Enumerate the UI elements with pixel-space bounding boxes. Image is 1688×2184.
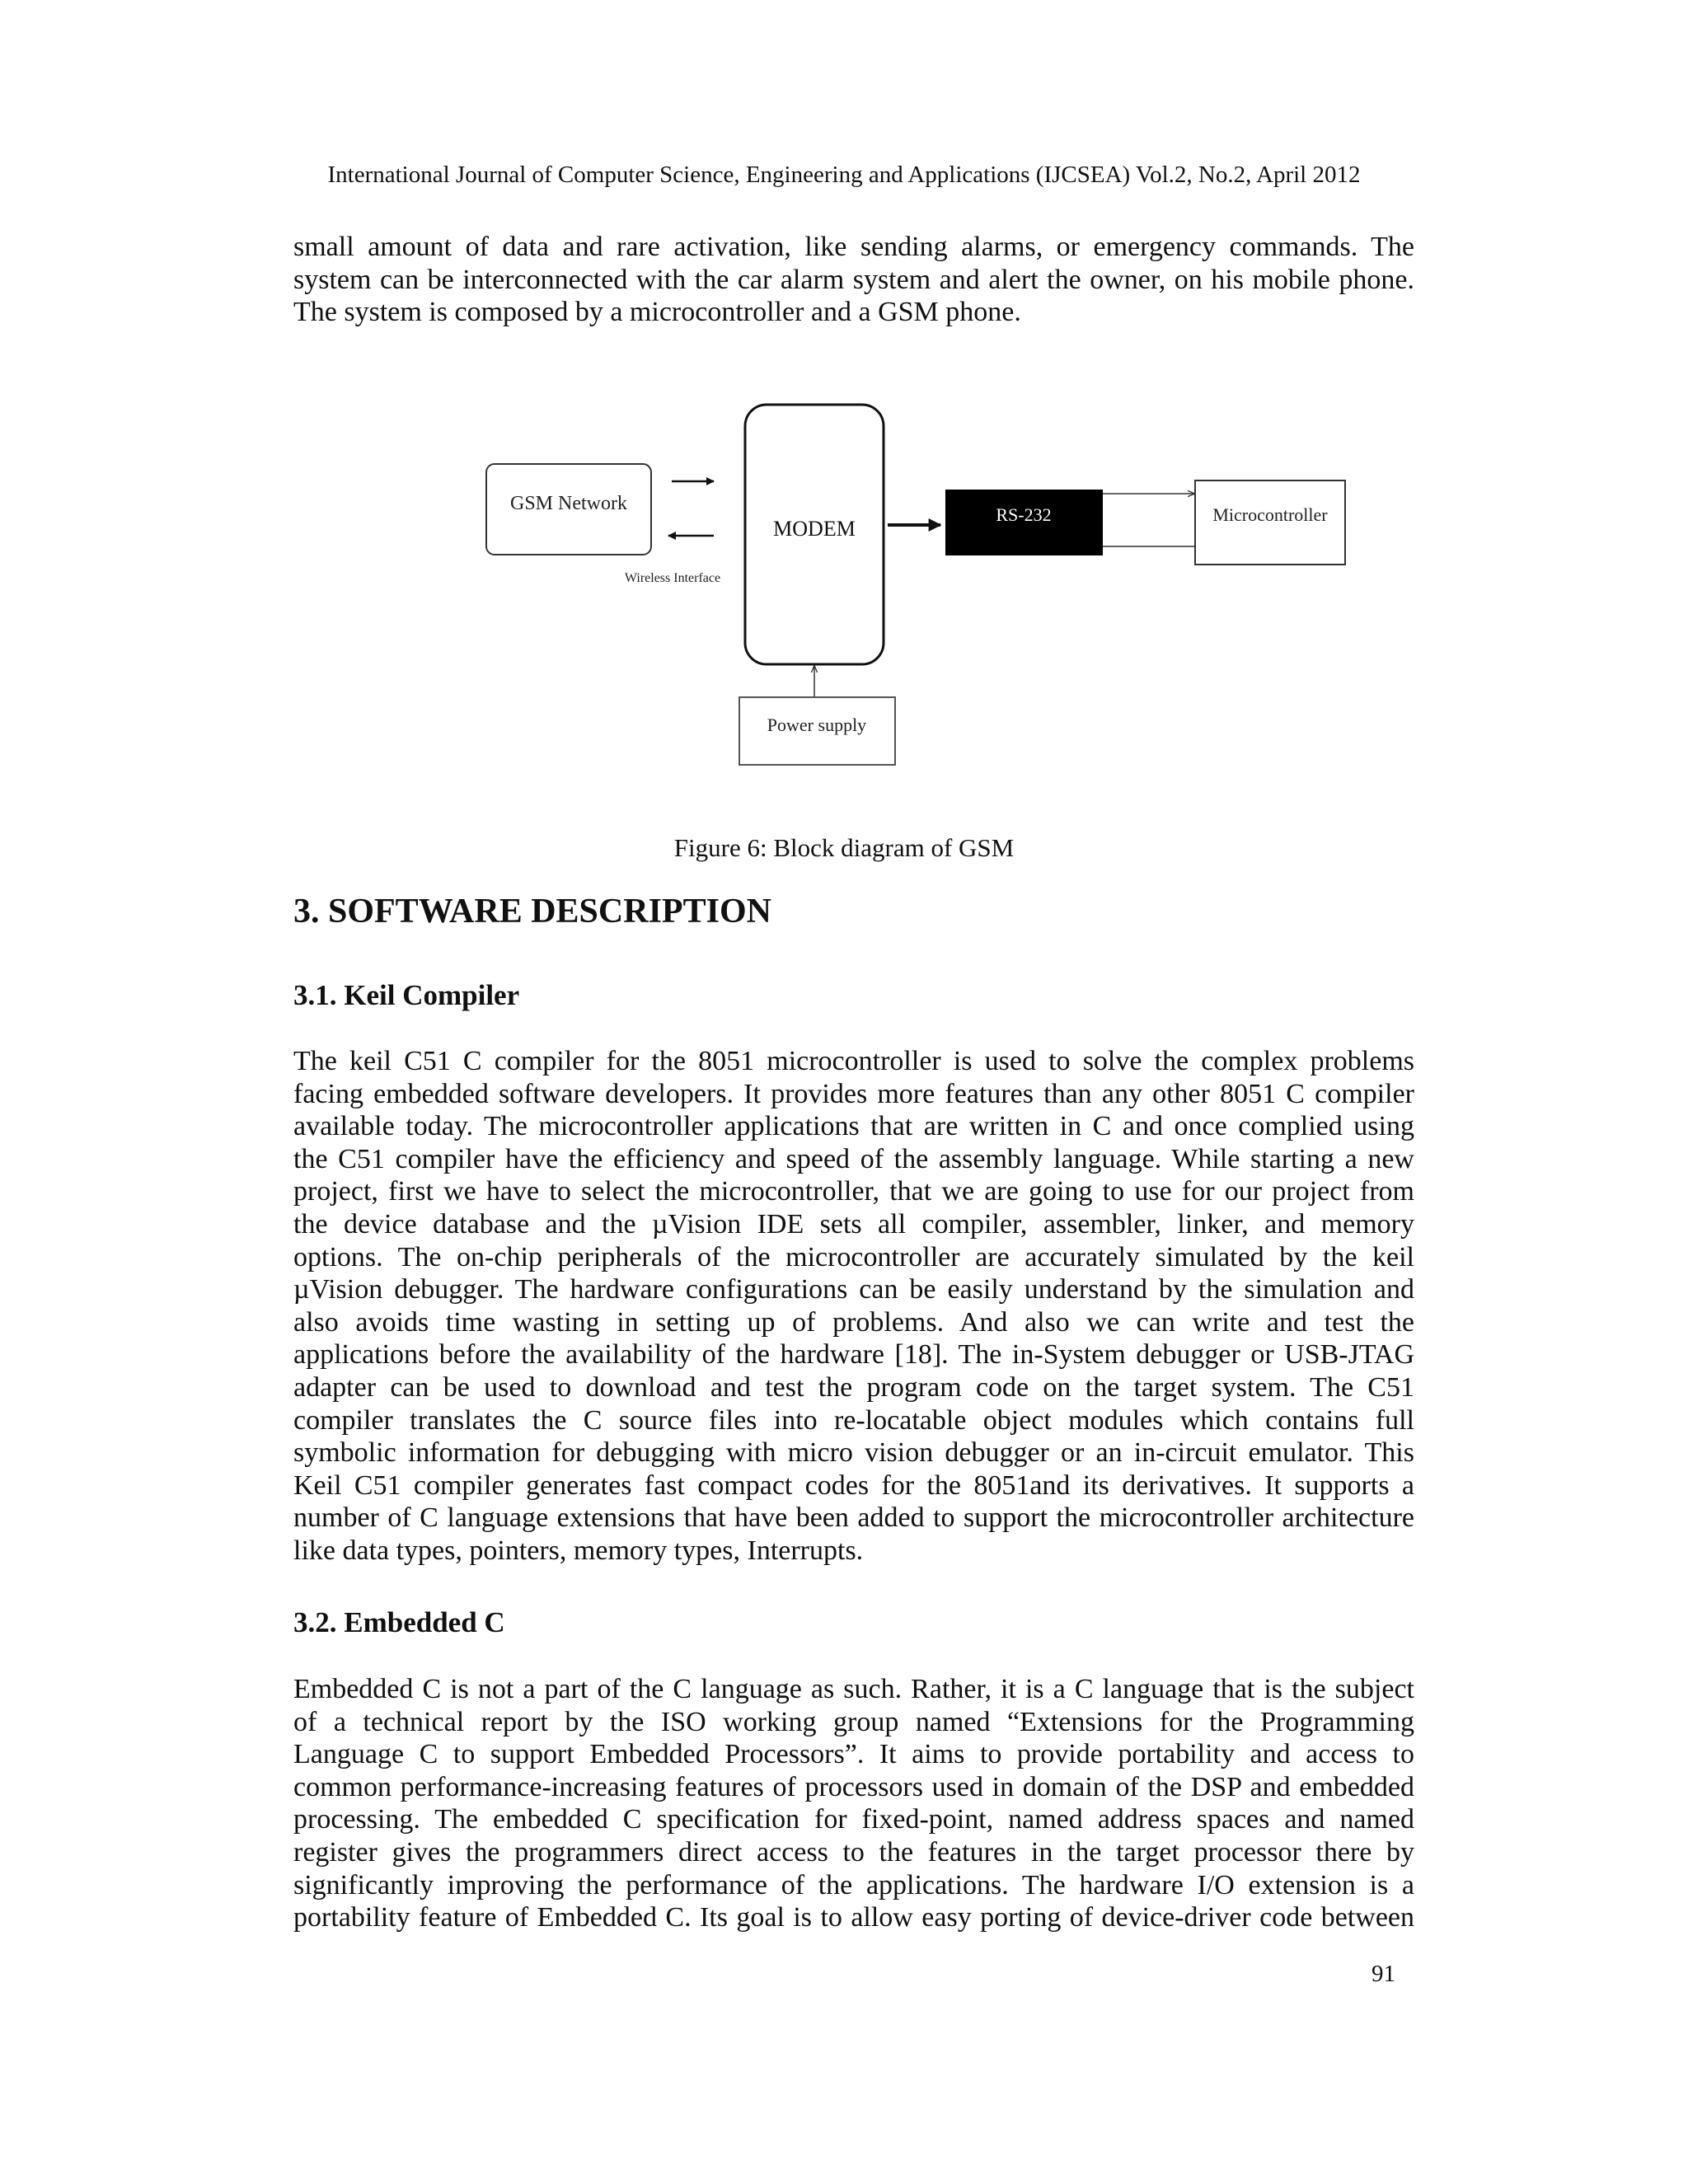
gsm-network-label: GSM Network	[510, 493, 627, 514]
text-line: small amount of data and rare activation, like sending alarms, or emergency commands. The	[293, 232, 1414, 262]
text-line: like data types, pointers, memory types, Interrupts.	[293, 1535, 864, 1566]
text-line: Keil C51 compiler generates fast compact codes for the 8051and its derivatives. It supports a	[293, 1469, 1414, 1501]
figure-caption: Figure 6: Block diagram of GSM	[673, 833, 1015, 862]
text-line: the device database and the µVision IDE sets all compiler, assembler, linker, and memory	[293, 1208, 1414, 1240]
text-line: of a technical report by the ISO working group named “Extensions for the Programming	[293, 1706, 1414, 1737]
text-line: system can be interconnected with the car alarm system and alert the owner, on his mobile phone.	[293, 264, 1414, 295]
embedded-c-paragraph	[293, 1673, 1414, 1934]
microcontroller-label: Microcontroller	[1212, 504, 1328, 525]
text-line: significantly improving the performance of the applications. The hardware I/O extension is a	[293, 1869, 1414, 1900]
text-line: Embedded C is not a part of the C language as such. Rather, it is a C language that is the subject	[293, 1674, 1414, 1704]
rs232-label: RS-232	[996, 504, 1052, 525]
text-line: compiler translates the C source files into re-locatable object modules which contains full	[293, 1404, 1414, 1436]
text-line: µVision debugger. The hardware configurations can be easily understand by the simulation and	[293, 1274, 1414, 1305]
text-line: The system is composed by a microcontroller and a GSM phone.	[293, 297, 1021, 328]
gsm-block-diagram	[0, 0, 1688, 824]
keil-compiler-paragraph	[293, 1045, 1414, 1568]
text-line: processing. The embedded C specification for fixed-point, named address spaces and named	[293, 1804, 1414, 1835]
text-line: register gives the programmers direct access to the features in the target processor there by	[293, 1836, 1414, 1868]
running-header: International Journal of Computer Science, Engineering and Applications (IJCSEA) Vol.2, No.2, April 2012	[327, 162, 1361, 188]
text-line: facing embedded software developers. It provides more features than any other 8051 C compiler	[293, 1078, 1414, 1109]
subsection-heading-embedded-c: 3.2. Embedded C	[293, 1606, 505, 1638]
text-line: Language C to support Embedded Processors”. It aims to provide portability and access to	[293, 1739, 1414, 1770]
text-line: adapter can be used to download and test the program code on the target system. The C51	[293, 1371, 1414, 1403]
text-line: project, first we have to select the microcontroller, that we are going to use for our project from	[293, 1176, 1414, 1207]
text-line: common performance-increasing features of processors used in domain of the DSP and embedded	[293, 1771, 1414, 1802]
page-number: 91	[1372, 1961, 1395, 1987]
text-line: applications before the availability of the hardware [18]. The in-System debugger or USB-JTAG	[293, 1339, 1414, 1371]
section-heading: 3. SOFTWARE DESCRIPTION	[293, 893, 771, 930]
power-supply-label: Power supply	[767, 715, 867, 735]
text-line: The keil C51 C compiler for the 8051 microcontroller is used to solve the complex problems	[293, 1046, 1414, 1076]
wireless-interface-label: Wireless Interface	[624, 571, 721, 585]
text-line: options. The on-chip peripherals of the microcontroller are accurately simulated by the keil	[293, 1241, 1414, 1272]
text-line: number of C language extensions that have been added to support the microcontroller architecture	[293, 1502, 1414, 1534]
text-line: available today. The microcontroller applications that are written in C and once complied using	[293, 1111, 1414, 1142]
text-line: also avoids time wasting in setting up of problems. And also we can write and test the	[293, 1306, 1414, 1338]
text-line: symbolic information for debugging with micro vision debugger or an in-circuit emulator. This	[293, 1437, 1414, 1469]
subsection-heading-keil: 3.1. Keil Compiler	[293, 979, 520, 1011]
text-line: portability feature of Embedded C. Its goal is to allow easy porting of device-driver code between	[293, 1902, 1414, 1933]
modem-label: MODEM	[773, 517, 856, 541]
text-line: the C51 compiler have the efficiency and speed of the assembly language. While starting a new	[293, 1143, 1414, 1174]
